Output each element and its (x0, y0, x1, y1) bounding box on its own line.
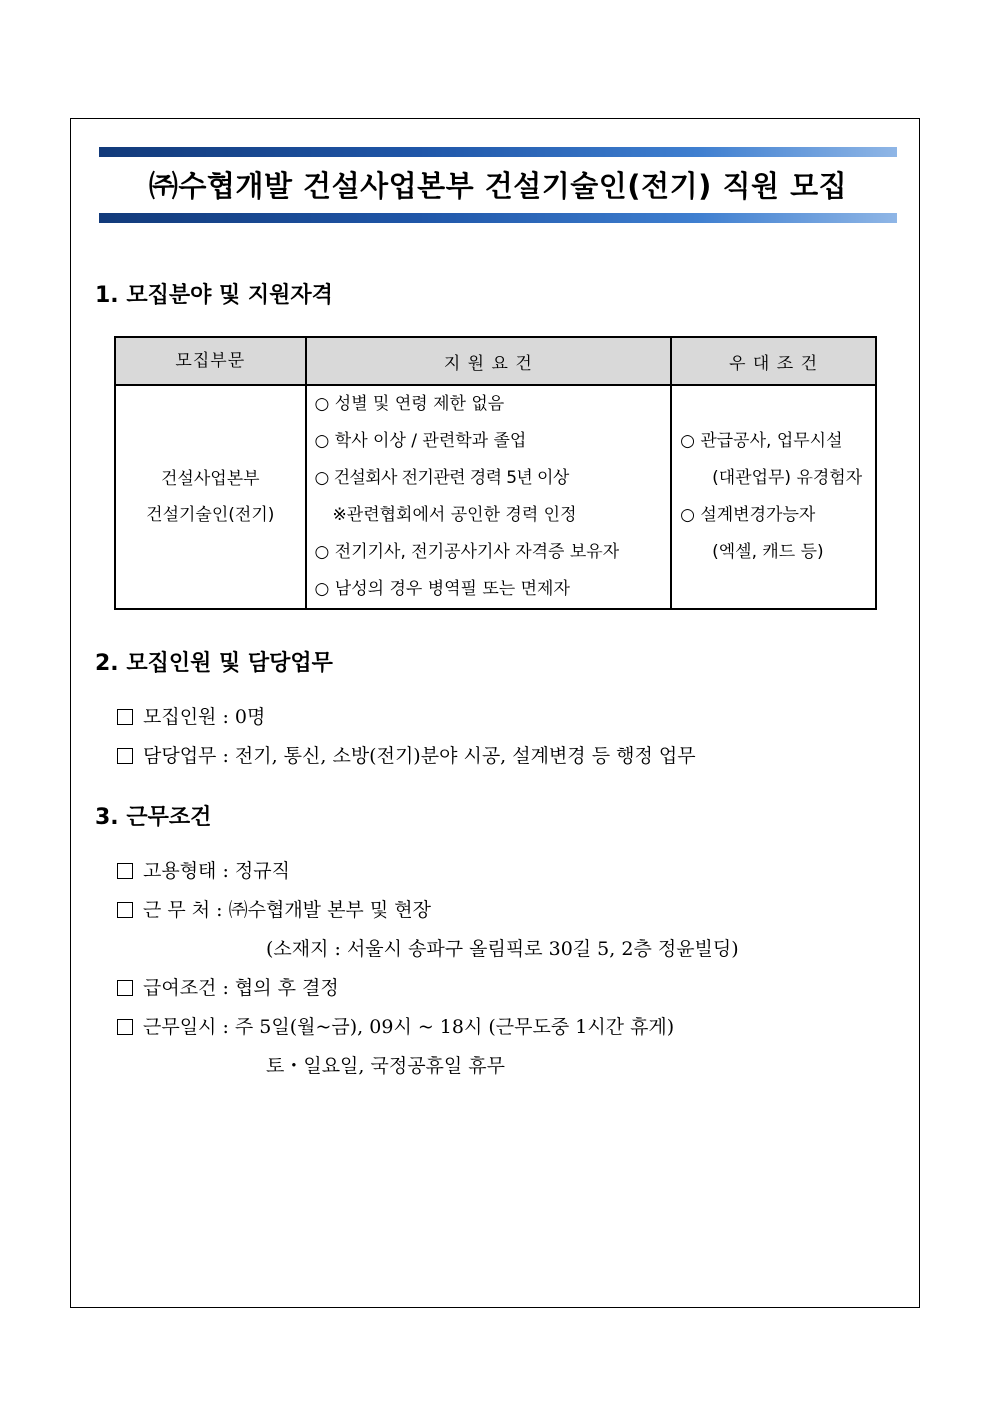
requirement-item: ○ 성별 및 연령 제한 없음 (314, 394, 505, 414)
recruitment-table (114, 336, 877, 610)
preference-item: (대관업무) 유경험자 (712, 468, 863, 488)
holidays-text: 토・일요일, 국정공휴일 휴무 (266, 1055, 506, 1077)
dept-line1: 건설사업본부 (161, 469, 260, 489)
requirement-item: ○ 남성의 경우 병역필 또는 면제자 (314, 579, 570, 599)
dept-line2: 건설기술인(전기) (146, 505, 275, 525)
duties-text: 담당업무 : 전기, 통신, 소방(전기)분야 시공, 설계변경 등 행정 업무 (143, 745, 696, 767)
requirements-cell (306, 385, 672, 609)
salary-line (117, 973, 339, 1000)
table-header-row (115, 337, 876, 385)
checkbox-icon (117, 980, 133, 996)
checkbox-icon (117, 748, 133, 764)
requirement-item: ○ 전기기사, 전기공사기사 자격증 보유자 (314, 542, 620, 562)
duties-line (117, 741, 696, 768)
hours-line (117, 1012, 674, 1039)
header-requirements: 지 원 요 건 (306, 337, 672, 385)
section2-heading: 2. 모집인원 및 담당업무 (95, 651, 333, 676)
employment-line (117, 856, 290, 883)
workplace-line (117, 895, 431, 922)
header-dept: 모집부문 (115, 337, 306, 385)
hours-text: 근무일시 : 주 5일(월~금), 09시 ~ 18시 (근무도중 1시간 휴게) (143, 1016, 675, 1038)
requirement-item: ○ 학사 이상 / 관련학과 졸업 (314, 431, 527, 451)
employment-text: 고용형태 : 정규직 (143, 860, 290, 882)
title-bar-bottom (99, 213, 897, 223)
headcount-text: 모집인원 : 0명 (143, 706, 266, 728)
checkbox-icon (117, 902, 133, 918)
salary-text: 급여조건 : 협의 후 결정 (143, 977, 339, 999)
preference-item: ○ 설계변경가능자 (680, 505, 816, 525)
workplace-text: 근 무 처 : ㈜수협개발 본부 및 현장 (143, 899, 431, 921)
checkbox-icon (117, 863, 133, 879)
title-bar-top (99, 147, 897, 157)
table-row (115, 385, 876, 609)
preferences-cell (671, 385, 876, 609)
checkbox-icon (117, 1019, 133, 1035)
preference-item: ○ 관급공사, 업무시설 (680, 431, 843, 451)
section1-heading: 1. 모집분야 및 지원자격 (95, 283, 333, 308)
headcount-line (117, 702, 265, 729)
requirement-note: ※관련협회에서 공인한 경력 인정 (332, 505, 577, 525)
dept-cell (115, 385, 306, 609)
preference-item: (엑셀, 캐드 등) (712, 542, 824, 562)
checkbox-icon (117, 709, 133, 725)
address-text: (소재지 : 서울시 송파구 올림픽로 30길 5, 2층 정윤빌딩) (266, 938, 739, 960)
header-preferences: 우 대 조 건 (671, 337, 876, 385)
section3-heading: 3. 근무조건 (95, 805, 212, 830)
page-title: ㈜수협개발 건설사업본부 건설기술인(전기) 직원 모집 (148, 169, 848, 203)
requirement-item: ○ 건설회사 전기관련 경력 5년 이상 (314, 468, 569, 488)
